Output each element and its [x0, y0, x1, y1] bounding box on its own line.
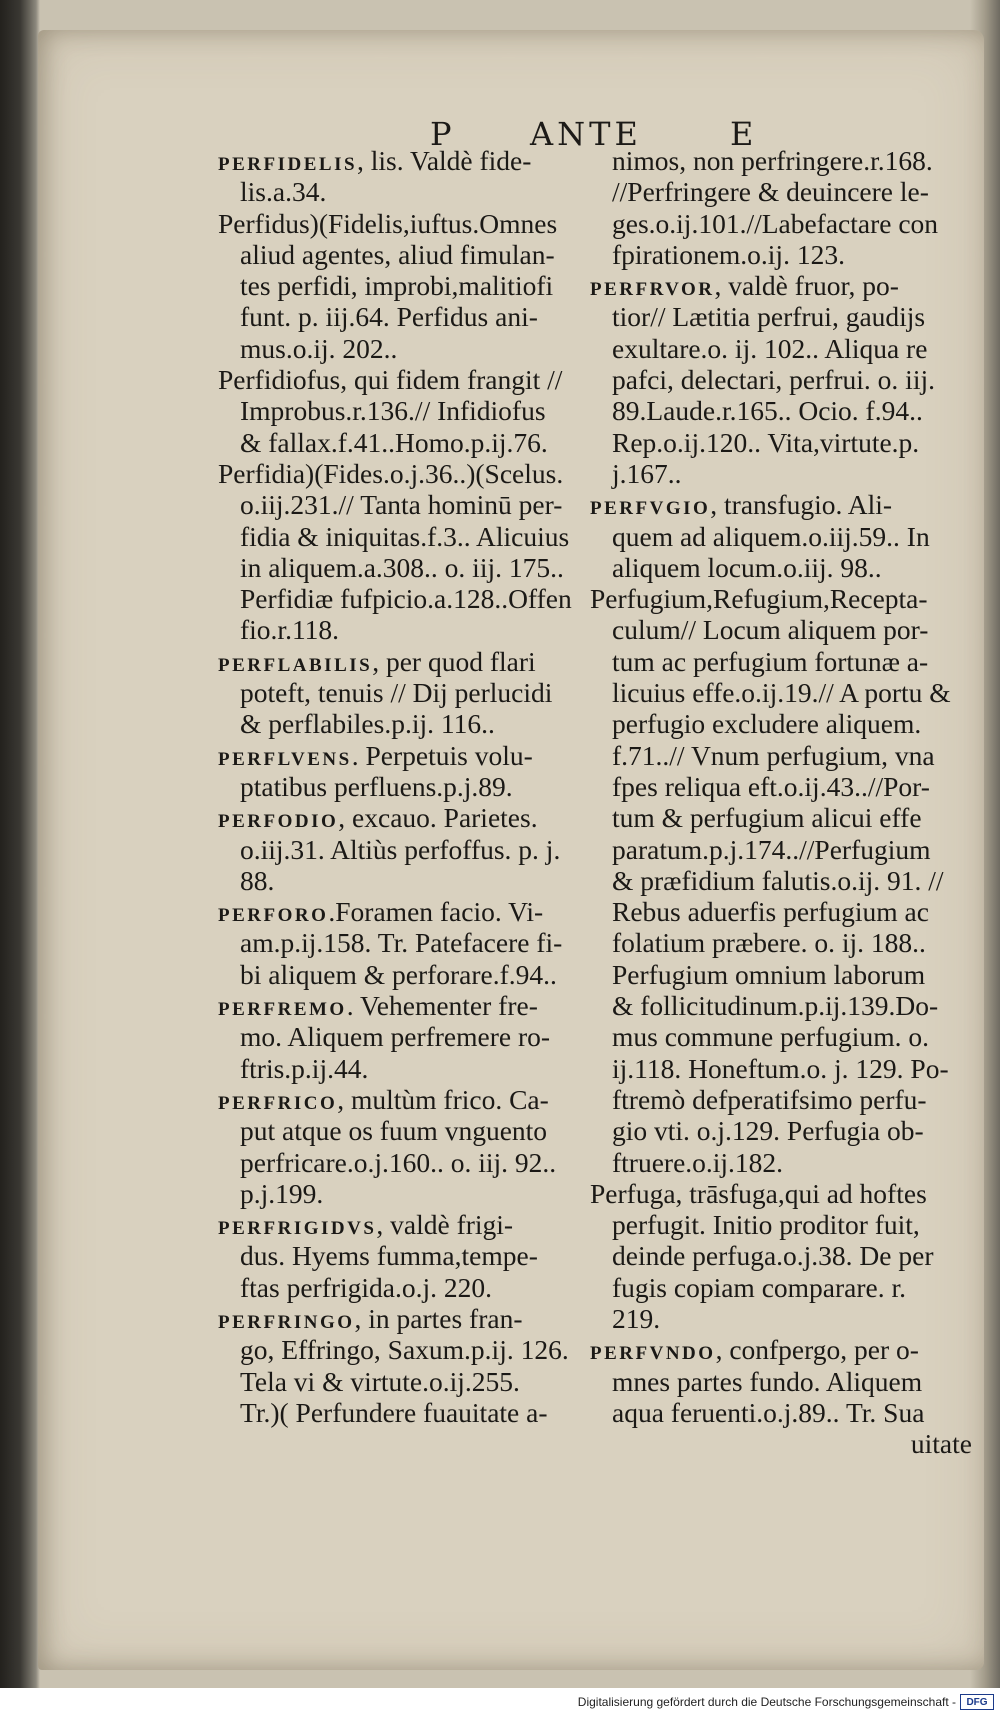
text-line: fpes reliqua eft.o.ij.43..//Por- [612, 770, 930, 802]
text-line: Perfuga, trāsfuga,qui ad hoftes [590, 1177, 927, 1209]
headword: PERFIDELIS [218, 154, 358, 175]
dictionary-entry-line [218, 1084, 610, 1115]
text-line: quem ad aliquem.o.iij.59.. In [612, 520, 930, 552]
dictionary-entry-line [218, 646, 610, 677]
text-line: & follicitudinum.p.ij.139.Do- [612, 990, 939, 1022]
text-line: in aliquem.a.308.. o. iij. 175.. [240, 551, 564, 583]
headword: PERFVNDO [590, 1343, 716, 1365]
text-line: ftremò defperatifsimo perfu- [612, 1083, 927, 1115]
entry-text: , confpergo, per o- [715, 1334, 919, 1366]
text-line: Perfugium,Refugium,Recepta- [590, 583, 928, 615]
text-line: gio vti. o.j.129. Perfugia ob- [612, 1115, 924, 1147]
text-line: tum ac perfugium fortunæ a- [612, 645, 929, 677]
text-line: perfugio excludere aliquem. [612, 708, 922, 740]
text-line: ges.o.ij.101.//Labefactare con [612, 207, 939, 239]
text-line: licuius effe.o.ij.19.// A portu & [612, 677, 951, 709]
text-line: funt. p. iij.64. Perfidus ani- [240, 301, 538, 333]
headword: PERFLABILIS [218, 654, 373, 676]
text-line: go, Effringo, Saxum.p.ij. 126. [240, 1334, 569, 1366]
text-line: deinde perfuga.o.j.38. De per [612, 1240, 934, 1272]
entry-text: , valdè frigi- [376, 1209, 514, 1241]
entry-text: , multùm frico. Ca- [337, 1083, 549, 1115]
entry-text: .Foramen facio. Vi- [328, 896, 544, 928]
headword: PERFLVENS [218, 748, 352, 770]
text-line: mus.o.ij. 202.. [240, 332, 398, 364]
headword: PERFORO [218, 905, 329, 927]
headword: PERFRICO [218, 1092, 338, 1114]
text-line: o.iij.31. Altiùs perfoffus. p. j. [240, 833, 561, 865]
text-line: Rebus aduerfis perfugium ac [612, 896, 929, 928]
text-line: mo. Aliquem perfremere ro- [240, 1021, 551, 1053]
text-line: f.71..// Vnum perfugium, vna [612, 739, 935, 771]
dictionary-entry-line [590, 270, 982, 301]
dictionary-entry-line [218, 1209, 610, 1240]
text-line: Perfugium omnium laborum [612, 958, 926, 990]
text-line: & perflabiles.p.ij. 116.. [240, 708, 495, 740]
text-line: Perfidus)(Fidelis,iuftus.Omnes [218, 207, 558, 239]
text-line: ij.118. Honeftum.o. j. 129. Po- [612, 1052, 949, 1084]
dictionary-entry-line [590, 1334, 982, 1365]
headword: PERFRIGIDVS [218, 1218, 377, 1240]
entry-text: , lis. Valdè fide- [357, 145, 532, 176]
text-line: & fallax.f.41..Homo.p.ij.76. [240, 426, 548, 458]
text-line: mus commune perfugium. o. [612, 1021, 929, 1053]
text-line: lis.a.34. [240, 176, 327, 208]
text-line: folatium præbere. o. ij. 188.. [612, 927, 926, 959]
dictionary-entry-line [218, 145, 610, 176]
text-line: pafci, delectari, perfrui. o. iij. [612, 364, 935, 396]
dictionary-entry-line [218, 802, 610, 833]
text-line: 89.Laude.r.165.. Ocio. f.94.. [612, 395, 923, 427]
text-line: Perfidiæ fufpicio.a.128..Offen [240, 583, 572, 615]
text-line: tum & perfugium alicui effe [612, 802, 922, 834]
text-line: aliquem locum.o.iij. 98.. [612, 551, 882, 583]
headword: PERFVGIO [590, 498, 711, 520]
text-line: o.iij.231.// Tanta hominū per- [240, 489, 563, 521]
text-line: poteft, tenuis // Dij perlucidi [240, 677, 553, 709]
text-line: 219. [612, 1302, 661, 1334]
headword: PERFRINGO [218, 1311, 355, 1333]
text-line: perfricare.o.j.160.. o. iij. 92.. [240, 1146, 557, 1178]
text-line: uitate [910, 1428, 972, 1460]
running-head-center: ANTE [530, 115, 642, 153]
text-line: ftas perfrigida.o.j. 220. [240, 1271, 493, 1303]
entry-text: , excauo. Parietes. [338, 802, 538, 834]
text-line: fio.r.118. [240, 614, 340, 646]
text-line: //Perfringere & deuincere le- [612, 176, 929, 208]
text-line: fugis copiam comparare. r. [612, 1271, 906, 1303]
text-line: p.j.199. [240, 1177, 324, 1209]
entry-text: . Vehementer fre- [346, 990, 538, 1022]
footer-credit: Digitalisierung gefördert durch die Deutsche Forschungsgemeinschaft - [577, 1695, 956, 1709]
text-line: paratum.p.j.174..//Perfugium [612, 833, 931, 865]
text-line: j.167.. [612, 457, 682, 489]
entry-text: , in partes fran- [354, 1302, 523, 1334]
entry-text: , valdè fruor, po- [714, 270, 899, 302]
text-line: put atque os fuum vnguento [240, 1115, 548, 1147]
dfg-logo: DFG [960, 1694, 994, 1710]
text-line: & præfidium falutis.o.ij. 91. // [612, 864, 944, 896]
text-line: aliud agentes, aliud fimulan- [240, 238, 555, 270]
text-line: ftruere.o.ij.182. [612, 1146, 784, 1178]
running-head-right: E [730, 115, 758, 153]
headword: PERFRVOR [590, 279, 715, 301]
text-line: fpirationem.o.ij. 123. [612, 238, 845, 270]
digitization-footer [0, 1688, 1000, 1716]
text-line: ftris.p.ij.44. [240, 1052, 369, 1084]
entry-text: , per quod flari [372, 645, 536, 677]
headword: PERFREMO [218, 999, 347, 1021]
dictionary-entry-line [590, 489, 982, 520]
text-line: tior// Lætitia perfrui, gaudijs [612, 301, 926, 333]
text-line: aqua feruenti.o.j.89.. Tr. Sua [612, 1396, 925, 1428]
left-column [218, 145, 610, 1428]
text-line: nimos, non perfringere.r.168. [612, 145, 933, 176]
dictionary-entry-line [218, 740, 610, 771]
dictionary-entry-line [218, 896, 610, 927]
text-line: Tr.)( Perfundere fuauitate a- [240, 1396, 548, 1428]
text-line: fidia & iniquitas.f.3.. Alicuius [240, 520, 570, 552]
dictionary-entry-line [218, 990, 610, 1021]
text-line: exultare.o. ij. 102.. Aliqua re [612, 332, 928, 364]
dictionary-entry-line [218, 1303, 610, 1334]
text-line: am.p.ij.158. Tr. Patefacere fi- [240, 927, 563, 959]
text-line: ptatibus perfluens.p.j.89. [240, 770, 513, 802]
text-line: Rep.o.ij.120.. Vita,virtute.p. [612, 426, 920, 458]
text-line: tes perfidi, improbi,malitiofi [240, 270, 554, 302]
running-head-left: P [430, 115, 456, 153]
text-line: mnes partes fundo. Aliquem [612, 1365, 923, 1397]
text-line: dus. Hyems fumma,tempe- [240, 1240, 538, 1272]
entry-text: , transfugio. Ali- [710, 489, 893, 521]
text-line: Improbus.r.136.// Infidiofus [240, 395, 546, 427]
text-line: Perfidia)(Fides.o.j.36..)(Scelus. [218, 457, 564, 489]
text-line: perfugit. Initio proditor fuit, [612, 1209, 920, 1241]
text-line: culum// Locum aliquem por- [612, 614, 929, 646]
text-line: Perfidiofus, qui fidem frangit // [218, 364, 563, 396]
text-line: bi aliquem & perforare.f.94.. [240, 958, 557, 990]
text-line: 88. [240, 864, 275, 896]
headword: PERFODIO [218, 811, 339, 833]
text-line: Tela vi & virtute.o.ij.255. [240, 1365, 520, 1397]
entry-text: . Perpetuis volu- [351, 739, 533, 771]
right-column [590, 145, 982, 1459]
